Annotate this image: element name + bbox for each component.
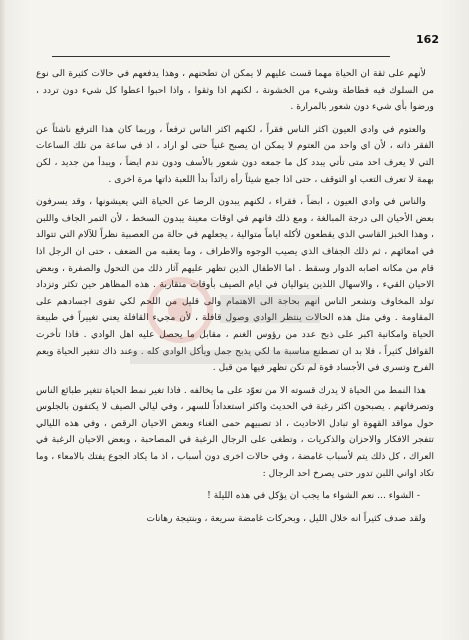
header-rule: [52, 56, 390, 57]
paragraph-6: ولقد صدف كثيراً انه خلال الليل ، وبحركات غامضة سريعة ، وبنتيجة رهانات: [146, 512, 426, 524]
paragraph-3: والناس في وادي العيون ، ابضاً ، فقراء ، لكنهم يبدون الرضا عن الحياة التي يعيشونها ، وقد يسرفون بعض الأحيان الى درجة المبالغة ، ومع ذلك فانهم في اوقات معينة يبدون السخط ، لأن التمر الجاف واللبن ، وهذا الخبز القاسي الذي يقطعون لأكله اياماً متوالية ، يجعلهم في حالة من العصبية نظراً للآلام التي تتوالد في امعائهم ، ثم ذلك الجفاف الذي يصيب الوجوه والاطراف ، وما يعقبه من الضعف ، حتى ان الرجل اذا قام من مكانه اصابه الدوار وسقط . اما الاطفال الذين تظهر عليهم آثار ذلك من التحول والصفرة ، وبعض الاحيان القيء ، والاسهال اللذين يتواليان في ايام الصيف بأوقات متقاربة . هذه المظاهر حين تكثر وتزداد تولد المخاوف وتشعر الناس انهم بحاجة الى الاهتمام والى قليل من اللحم لكي تقوى اجسادهم على المقاومة . وفي مثل هذه الحالات ينتظر الوادي وصول قافلة ، لأن مجيء القافلة يعني تغييراً في طبيعة الحياة وامكانية اكبر على ذبح عدد من رؤوس الغنم ، مقابل ما يحصل عليه اهل الوادي . فاذا تأخرت القوافل كثيراً ، فلا بد ان تصطنع مناسبة ما لكي يذبح جمل ويأكل الوادي كله . وعند ذاك تتغير الحياة ويعم الفرح وتسري في الأجساد قوة لم تكن تظهر فيها من قبل .: [36, 196, 434, 374]
page-body: [36, 66, 434, 533]
paragraph-4: هذا النمط من الحياة لا يدرك قسوته الا من تعوّد على ما يخالفه . فاذا تغير نمط الحياة تتغير طبائع الناس وتصرفاتهم . يصبحون اكثر رغبة في الحديث واكثر استعداداً للسهر ، وفي ليالي الصيف لا يكتفون بالجلوس حول مواقد القهوة او تبادل الاحاديث ، اذ تصبيهم حمى الغناء وبعض الاحيان الرقص ، وفي هذه الليالي تتفجر الافكار والاحزان والذكريات ، وتطغى على الرجال الرغبة في المصاحبة ، وبعض الاحيان الرغبة في العراك ، كل ذلك يتم لأسباب غامضة ، وفي حالات اخرى دون أسباب ، اذ ما يكاد الجوع يفتك بالامعاء ، وما تكاد اواني اللبن تدور حتى يصرخ احد الرجال :: [36, 384, 434, 479]
paragraph-1: لأنهم على ثقة ان الحياة مهما قست عليهم لا يمكن ان تطحنهم ، وهذا يدفعهم في حالات كثيرة الى نوع من السلوك فيه فطاطة وشيء من الخشونة ، لكنهم اذا وثقوا ، واذا احبوا اعطوا كل شيء دون تردد ، ورضوا بأي شيء دون شعور بالمرارة .: [36, 68, 434, 113]
page-number: 162: [416, 33, 439, 46]
paragraph-2: والعتوم في وادي العيون اكثر الناس فقراً ، لكنهم اكثر الناس ترفعاً ، وربما كان هذا الترفع ناشئاً عن الفقر ذاته ، لأن اي واحد من العتوم لا يمكن ان يصبح غنياً حتى لو اراد ، اذ في ساعة من تلك الساعات التي لا يعرف احد متى تأتي يبدد كل ما جمعه دون شعور بالأسف ودون ندم ايضاً ، ويبدأ من جديد ، لكن بهمة لا تعرف التعب او التوقف ، حتى اذا جمع شيئاً رأه زائداً بدأ اللعبة ذاتها مرة اخرى .: [36, 123, 434, 185]
dialogue-line: - الشواء ... نعم الشواء ما يجب ان يؤكل في هذه الليلة !: [207, 490, 420, 502]
